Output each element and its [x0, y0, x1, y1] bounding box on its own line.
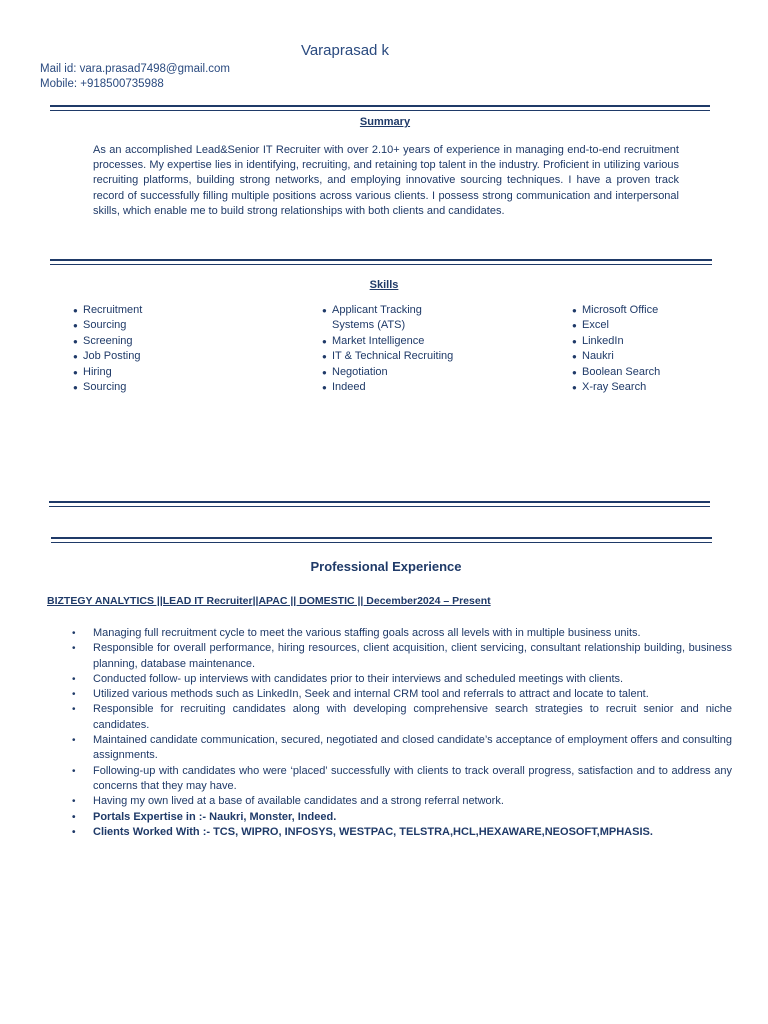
experience-bullet: • Having my own lived at a base of available candidates and a strong referral network. [72, 794, 732, 809]
summary-text: As an accomplished Lead&Senior IT Recruiter with over 2.10+ years of experience in managing end-to-end recruitment processes. My expertise lies in identifying, recruiting, and retaining top talent in the industry. Proficient in utilizing various recruiting platforms, building strong networks, and employing innovative sourcing techniques. I have a proven track record of successfully filling multiple positions across various clients. I possess strong communication and interpersonal skills, which enable me to build strong relationships with both clients and candidates. [93, 144, 679, 217]
skill-item: ● X-ray Search [572, 380, 722, 395]
divider [49, 501, 710, 503]
experience-bullet: • Conducted follow- up interviews with candidates prior to their interviews and scheduled meetings with clients. [72, 672, 732, 687]
job-title: BIZTEGY ANALYTICS ||LEAD IT Recruiter||APAC || DOMESTIC || December2024 – Present [47, 595, 491, 607]
experience-bullet: • Maintained candidate communication, secured, negotiated and closed candidate’s acceptance of employment offers and consulting assignments. [72, 733, 732, 764]
divider [50, 105, 710, 107]
skills-column-1 [73, 303, 273, 395]
experience-bullet: • Responsible for recruiting candidates along with developing comprehensive search strategies to recruit senior and niche candidates. [72, 702, 732, 733]
experience-heading: Professional Experience [310, 559, 462, 574]
skill-item: ● LinkedIn [572, 334, 722, 349]
skill-item: ● Sourcing [73, 380, 273, 395]
skill-item: ● Screening [73, 334, 273, 349]
skill-item: ● Sourcing [73, 318, 273, 333]
skills-heading: Skills [369, 279, 399, 291]
skill-item: ● Hiring [73, 365, 273, 380]
experience-bullet: • Following-up with candidates who were ‘placed’ successfully with clients to track overall progress, satisfaction and to address any concerns that they may have. [72, 764, 732, 795]
skill-item: ● Boolean Search [572, 365, 722, 380]
skill-item: ● Negotiation [322, 365, 462, 380]
skill-item: ● Market Intelligence [322, 334, 462, 349]
skill-item: ● Applicant Tracking Systems (ATS) [322, 303, 462, 334]
contact-email: Mail id: vara.prasad7498@gmail.com [40, 63, 231, 75]
skill-item: ● Naukri [572, 349, 722, 364]
experience-bullet: • Responsible for overall performance, hiring resources, client acquisition, client servicing, consultant relationship building, business planning, database maintenance. [72, 641, 732, 672]
skills-column-3 [572, 303, 722, 395]
skill-item: ● Excel [572, 318, 722, 333]
divider [50, 110, 710, 111]
divider [51, 542, 712, 543]
candidate-name: Varaprasad k [300, 42, 390, 59]
experience-bullet: • Managing full recruitment cycle to meet the various staffing goals across all levels with in multiple business units. [72, 626, 732, 641]
skill-item: ● Recruitment [73, 303, 273, 318]
divider [50, 259, 712, 261]
divider [49, 506, 710, 507]
divider [50, 264, 712, 265]
experience-list [72, 626, 732, 840]
clients-worked-with: • Clients Worked With :- TCS, WIPRO, INFOSYS, WESTPAC, TELSTRA,HCL,HEXAWARE,NEOSOFT,MPHASIS. [72, 825, 732, 840]
skill-item: ● Microsoft Office [572, 303, 722, 318]
portals-expertise: • Portals Expertise in :- Naukri, Monster, Indeed. [72, 810, 732, 825]
skill-item: ● IT & Technical Recruiting [322, 349, 462, 364]
experience-bullet: • Utilized various methods such as LinkedIn, Seek and internal CRM tool and referrals to attract and locate to talent. [72, 687, 732, 702]
summary-heading: Summary [359, 116, 411, 128]
skill-item: ● Indeed [322, 380, 462, 395]
divider [51, 537, 712, 539]
skills-column-2 [322, 303, 462, 395]
skill-item: ● Job Posting [73, 349, 273, 364]
contact-mobile: Mobile: +918500735988 [40, 78, 164, 90]
